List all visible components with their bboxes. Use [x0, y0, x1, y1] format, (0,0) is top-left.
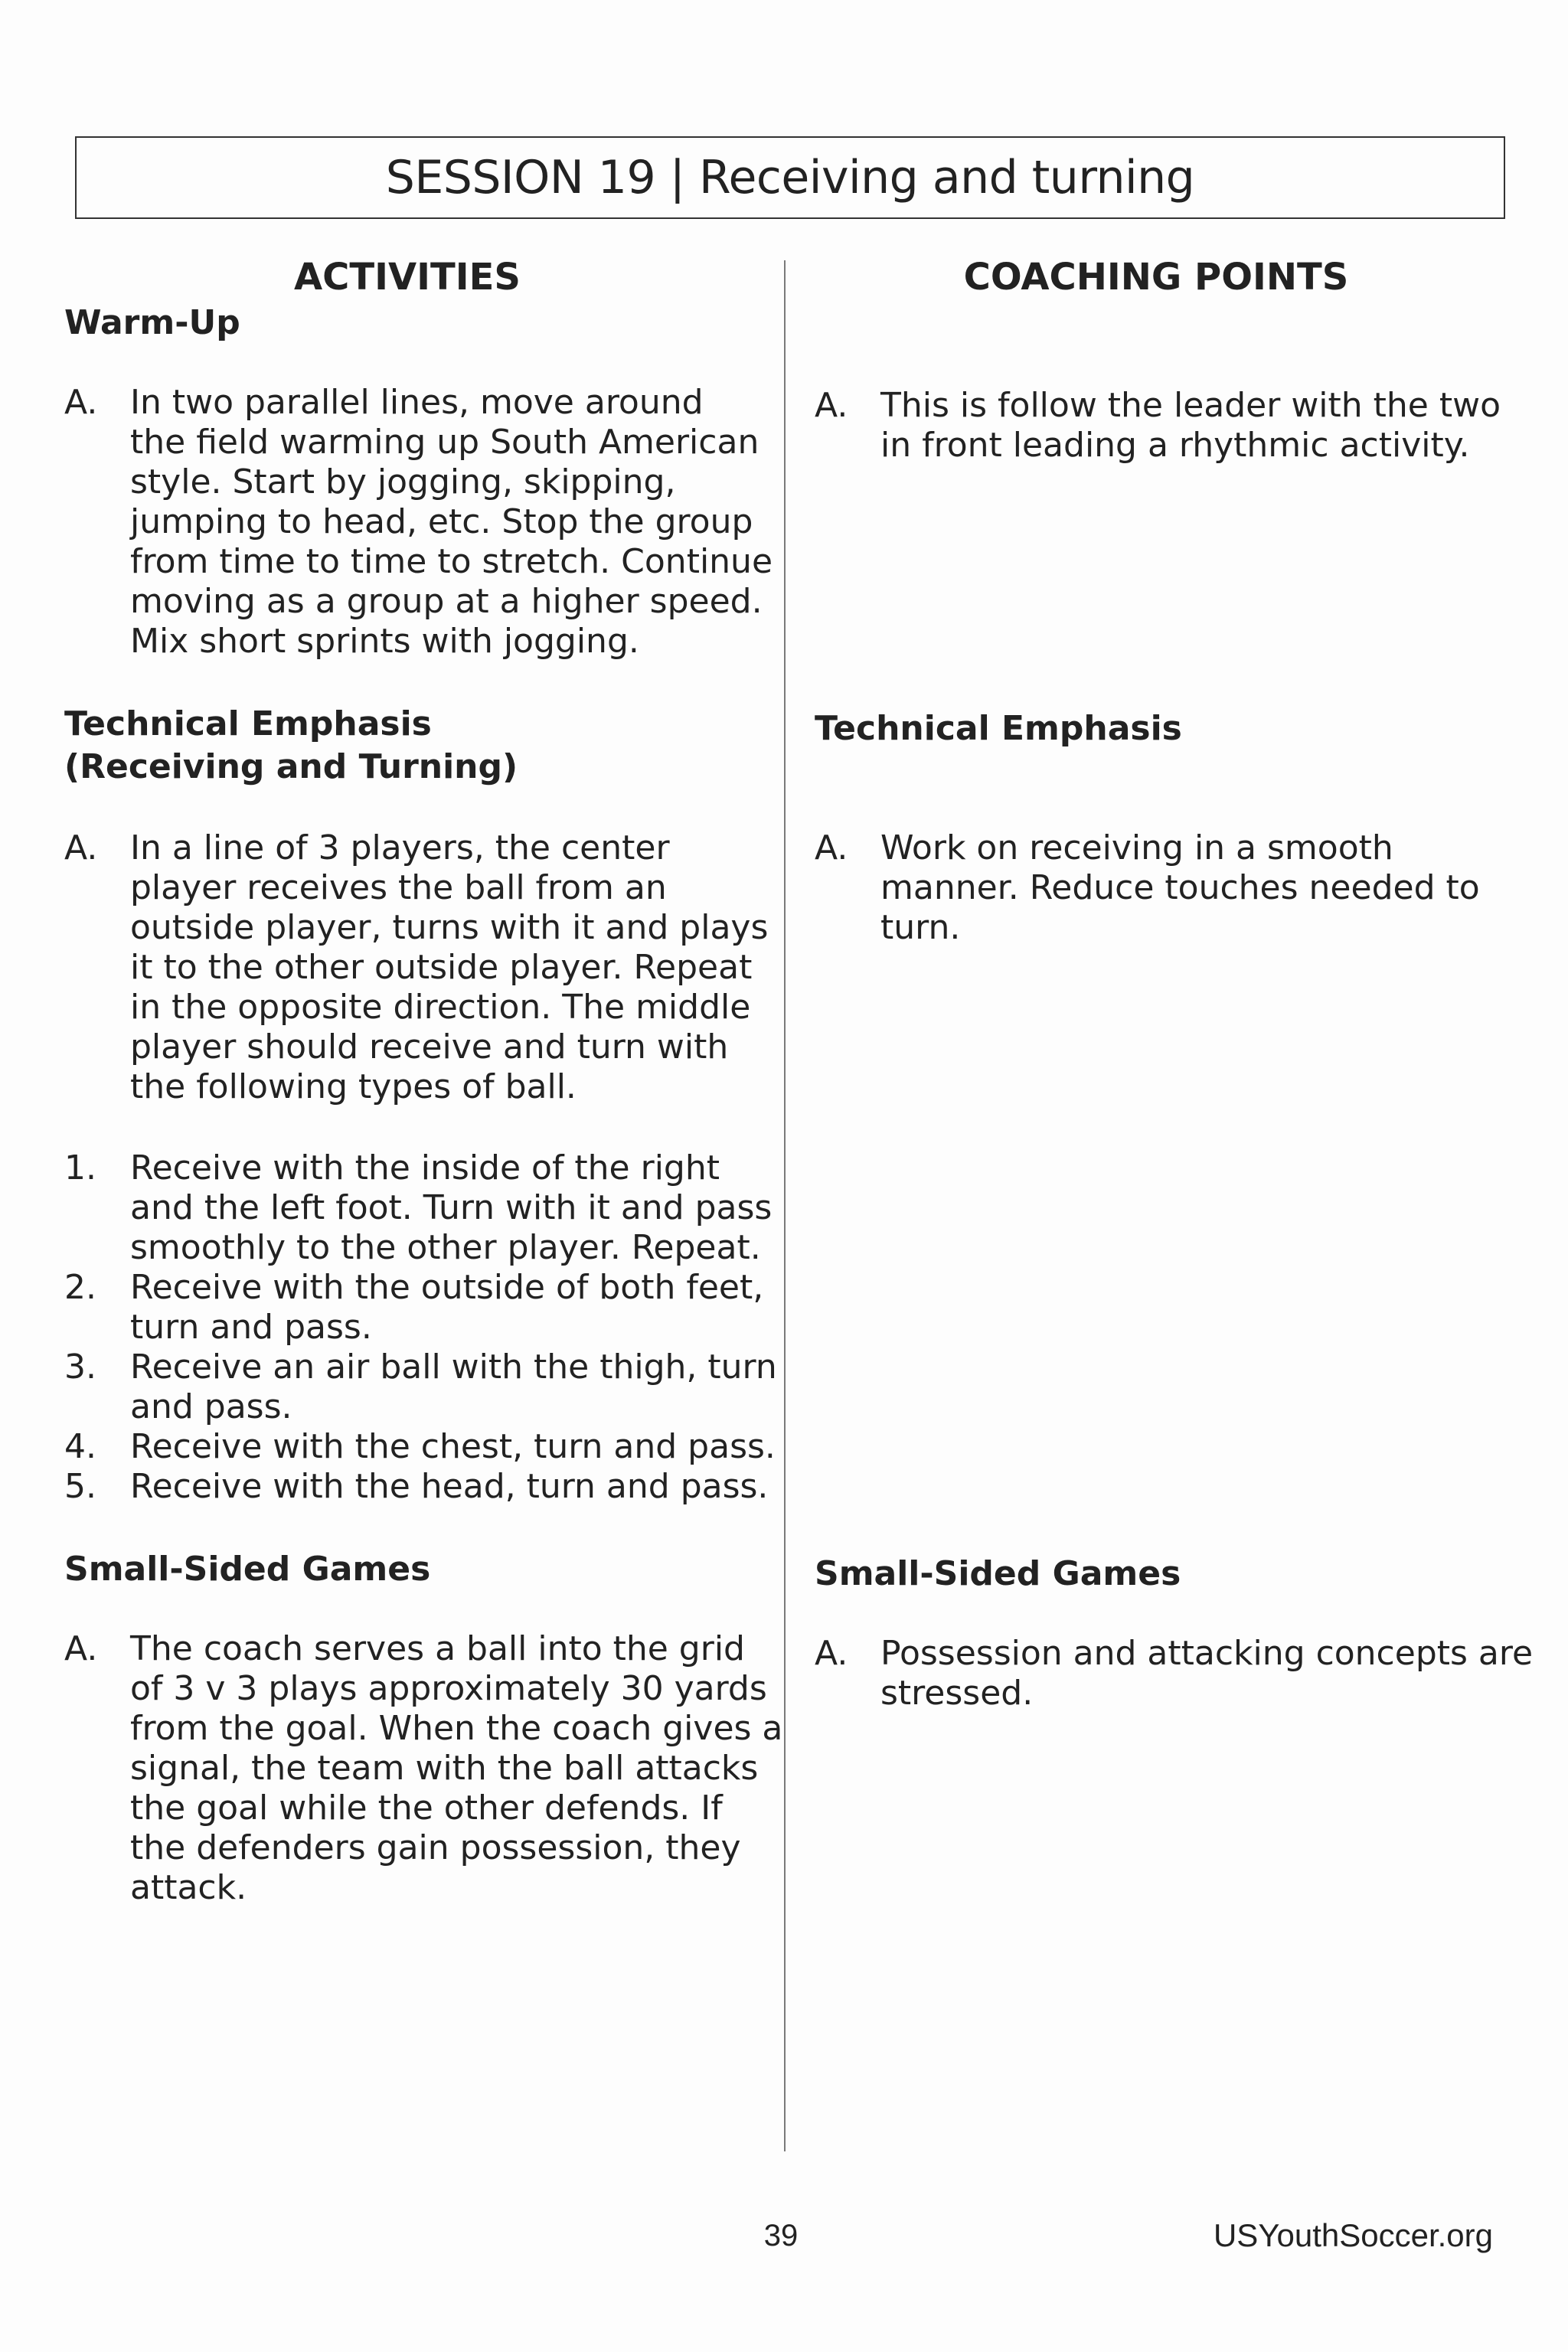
text-line: In two parallel lines, move around — [130, 383, 704, 422]
text-line: smoothly to the other player. Repeat. — [130, 1228, 761, 1267]
technical-heading — [64, 703, 518, 789]
text-line: from the goal. When the coach gives a — [130, 1709, 783, 1748]
text-line: moving as a group at a higher speed. — [130, 582, 763, 621]
text-line: from time to time to stretch. Continue — [130, 542, 773, 581]
text-line: signal, the team with the ball attacks — [130, 1749, 759, 1788]
coaching-ssg-heading: Small-Sided Games — [815, 1554, 1181, 1593]
item-marker: A. — [815, 1634, 848, 1673]
text-line: Possession and attacking concepts are — [880, 1634, 1534, 1673]
text-line: it to the other outside player. Repeat — [130, 948, 753, 987]
item-marker: 3. — [64, 1348, 96, 1387]
technical-heading-line: Technical Emphasis — [64, 704, 432, 743]
item-marker: 4. — [64, 1427, 96, 1466]
technical-heading-line: (Receiving and Turning) — [64, 747, 518, 786]
text-line: jumping to head, etc. Stop the group — [130, 502, 753, 541]
item-marker: A. — [64, 1629, 98, 1668]
text-line: stressed. — [880, 1674, 1034, 1713]
footer-site-name: USYouthSoccer.org — [1213, 2217, 1493, 2253]
coaching-technical-heading: Technical Emphasis — [815, 709, 1182, 748]
text-line: the defenders gain possession, they — [130, 1828, 741, 1867]
text-line: This is follow the leader with the two — [880, 386, 1501, 425]
item-marker: A. — [815, 828, 848, 867]
text-line: Mix short sprints with jogging. — [130, 622, 639, 661]
text-line: in front leading a rhythmic activity. — [880, 426, 1470, 465]
text-line: turn. — [880, 908, 961, 947]
item-text — [130, 1427, 819, 1467]
page-number: 39 — [763, 2219, 799, 2252]
text-line: style. Start by jogging, skipping, — [130, 462, 676, 501]
text-line: the following types of ball. — [130, 1067, 577, 1106]
text-line: Receive with the head, turn and pass. — [130, 1467, 769, 1506]
item-text — [130, 1467, 819, 1507]
item-marker: A. — [815, 386, 848, 425]
activities-heading: ACTIVITIES — [294, 256, 521, 299]
ssg-heading: Small-Sided Games — [64, 1550, 431, 1589]
text-line: player receives the ball from an — [130, 868, 667, 907]
text-line: The coach serves a ball into the grid — [130, 1629, 745, 1668]
text-line: of 3 v 3 plays approximately 30 yards — [130, 1669, 767, 1708]
text-line: attack. — [130, 1868, 247, 1907]
item-text — [880, 386, 1568, 466]
item-text — [130, 828, 819, 1107]
text-line: In a line of 3 players, the center — [130, 828, 670, 867]
item-text — [130, 383, 819, 662]
text-line: player should receive and turn with — [130, 1027, 729, 1067]
item-text — [130, 1629, 819, 1908]
item-marker: 1. — [64, 1148, 96, 1187]
item-marker: 2. — [64, 1268, 96, 1307]
text-line: Receive with the outside of both feet, — [130, 1268, 764, 1307]
item-text — [130, 1268, 819, 1348]
text-line: and pass. — [130, 1387, 292, 1426]
item-marker: A. — [64, 828, 98, 867]
text-line: and the left foot. Turn with it and pass — [130, 1188, 773, 1227]
item-marker: A. — [64, 383, 98, 422]
text-line: Work on receiving in a smooth — [880, 828, 1393, 867]
item-text — [880, 828, 1568, 948]
coaching-points-heading: COACHING POINTS — [963, 256, 1349, 299]
text-line: turn and pass. — [130, 1308, 372, 1347]
text-line: manner. Reduce touches needed to — [880, 868, 1480, 907]
text-line: Receive with the inside of the right — [130, 1148, 720, 1187]
text-line: Receive with the chest, turn and pass. — [130, 1427, 776, 1466]
text-line: outside player, turns with it and plays — [130, 908, 769, 947]
text-line: in the opposite direction. The middle — [130, 988, 751, 1027]
warmup-heading: Warm-Up — [64, 303, 240, 342]
session-title: SESSION 19 | Receiving and turning — [75, 136, 1505, 219]
item-marker: 5. — [64, 1467, 96, 1506]
text-line: Receive an air ball with the thigh, turn — [130, 1348, 777, 1387]
text-line: the field warming up South American — [130, 423, 760, 462]
item-text — [130, 1348, 819, 1427]
item-text — [130, 1148, 819, 1268]
text-line: the goal while the other defends. If — [130, 1788, 723, 1828]
item-text — [880, 1634, 1568, 1713]
